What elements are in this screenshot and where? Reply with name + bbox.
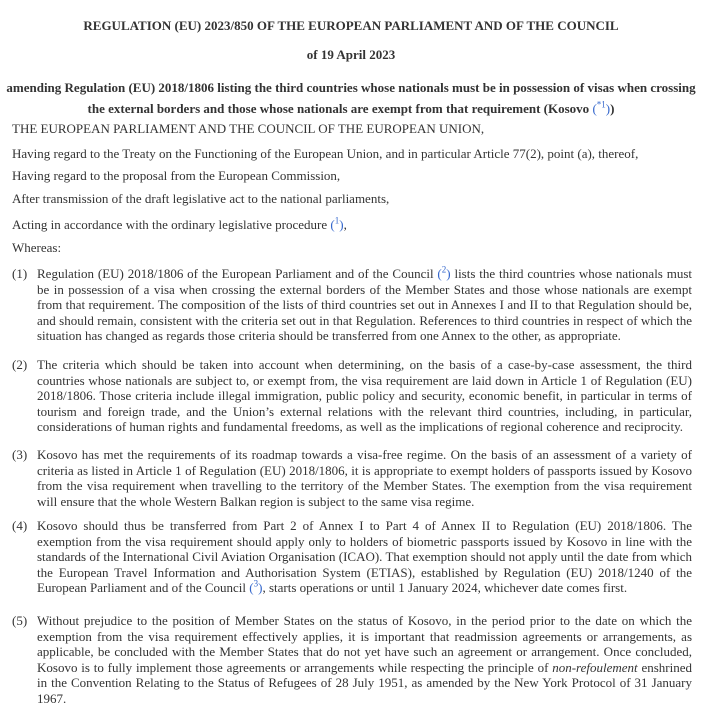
recital-text-part-1: Regulation (EU) 2018/1806 of the European Parliament and of the Council — [37, 266, 434, 281]
preamble-transmission-citation: After transmission of the draft legislative act to the national parliaments, — [12, 191, 390, 206]
recital-text — [37, 266, 692, 344]
footnote-link-1[interactable]: ($^1$) — [330, 215, 344, 232]
recital-text-part-2: lists the third countries whose nationals must be in possession of a visa when crossing the external borders of the Member States and those whose nationals are exempt from that requirement. The composition of the lists of third countries set out in Annexes I and II to that Regulation should be, and should remain, consistent with the criteria set out in that Regulation. References to third countries in respect of which the situation has changed as regards those criteria should be transferred from one Annex to the other, as appropriate. — [37, 266, 692, 343]
preamble-procedure-citation — [12, 217, 347, 233]
recital-text: The criteria which should be taken into account when determining, on the basis of a case-by-case assessment, the third countries whose nationals are subject to, or exempt from, the visa requirement are laid down in Article 1 of Regulation (EU) 2018/1806. Those criteria include illegal immigration, public policy and security, economic benefit, in particular in terms of tourism and foreign trade, and the Union’s external relations with the relevant third countries, including, in particular, considerations of human rights and fundamental freedoms, as well as the implications of regional coherence and reciprocity. — [37, 357, 692, 434]
footnote-marker: 1 — [334, 215, 340, 226]
recital-1 — [12, 266, 692, 344]
preamble-enacting-parties: THE EUROPEAN PARLIAMENT AND THE COUNCIL OF THE EUROPEAN UNION, — [12, 121, 485, 136]
recital-2 — [12, 357, 692, 435]
footnote-link-2[interactable]: ($^2$) — [437, 264, 451, 281]
footnote-marker: *1 — [596, 99, 606, 110]
recital-text — [37, 613, 692, 706]
footnote-marker: 2 — [441, 264, 447, 275]
preamble-whereas: Whereas: — [12, 240, 62, 255]
recital-number: (5) — [12, 613, 28, 628]
document-subtitle — [0, 77, 702, 119]
recital-text-part-1: Kosovo should thus be transferred from Part 2 of Annex I to Part 4 of Annex II to Regulation (EU) 2018/1806. The exemption from the visa requirement should apply only to holders of biometric passports issued by Kosovo in line with the standards of the International Civil Aviation Organisation (ICAO). That exemption should not apply until the date from which the European Travel Information and Authorisation System (ETIAS), established by Regulation (EU) 2018/1240 of the European Parliament and of the Council — [37, 518, 692, 595]
procedure-text: Acting in accordance with the ordinary legislative procedure — [12, 217, 328, 232]
footnote-marker: 3 — [253, 578, 259, 589]
recital-5 — [12, 613, 692, 706]
recital-number: (1) — [12, 266, 28, 281]
subtitle-close-paren: ) — [610, 101, 615, 116]
recital-number: (2) — [12, 357, 28, 372]
preamble-proposal-citation: Having regard to the proposal from the European Commission, — [12, 168, 341, 183]
document-date: of 19 April 2023 — [306, 47, 396, 62]
recital-text: Kosovo has met the requirements of its roadmap towards a visa-free regime. On the basis of an assessment of a variety of criteria as listed in Article 1 of Regulation (EU) 2018/1806, it is appropriate to exempt holders of passports issued by Kosovo from the visa requirement when travelling to the territory of the Member States. The exemption from the visa requirement will ensure that the whole Western Balkan region is subject to the same visa regime. — [37, 447, 692, 509]
recital-number: (4) — [12, 518, 28, 533]
procedure-comma: , — [343, 217, 347, 232]
recital-number: (3) — [12, 447, 28, 462]
recital-3 — [12, 447, 692, 509]
recital-4 — [12, 518, 692, 596]
recital-text — [37, 518, 692, 596]
recital-text-part-1: Without prejudice to the position of Member States on the status of Kosovo, in the period prior to the date on which the exemption from the visa requirement effectively applies, it is important that readmission agreements or arrangements, as applicable, be concluded with the Member States that do not yet have such an agreement or arrangement. Once concluded, Kosovo is to fully implement those agreements or arrangements while respecting the principle of — [37, 613, 692, 675]
subtitle-line-1: amending Regulation (EU) 2018/1806 listing the third countries whose nationals must be in possession of visas when crossing — [6, 80, 696, 95]
footnote-link-3[interactable]: ($^3$) — [249, 578, 263, 595]
recital-emphasis: non-refoulement — [552, 659, 638, 675]
document-title: REGULATION (EU) 2023/850 OF THE EUROPEAN PARLIAMENT AND OF THE COUNCIL — [83, 18, 619, 33]
preamble-treaty-citation: Having regard to the Treaty on the Functioning of the European Union, and in particular Article 77(2), point (a), thereof, — [12, 146, 639, 161]
footnote-link-kosovo[interactable]: ($^{*1}$) — [592, 99, 611, 116]
recital-text-part-2: , starts operations or until 1 January 2024, whichever date comes first. — [262, 580, 628, 595]
subtitle-line-2: the external borders and those whose nationals are exempt from that requirement (Kosovo — [87, 101, 590, 116]
recital-text-part-2: enshrined in the Convention Relating to the Status of Refugees of 28 July 1951, as amended by the New York Protocol of 31 January 1967. — [37, 659, 692, 706]
